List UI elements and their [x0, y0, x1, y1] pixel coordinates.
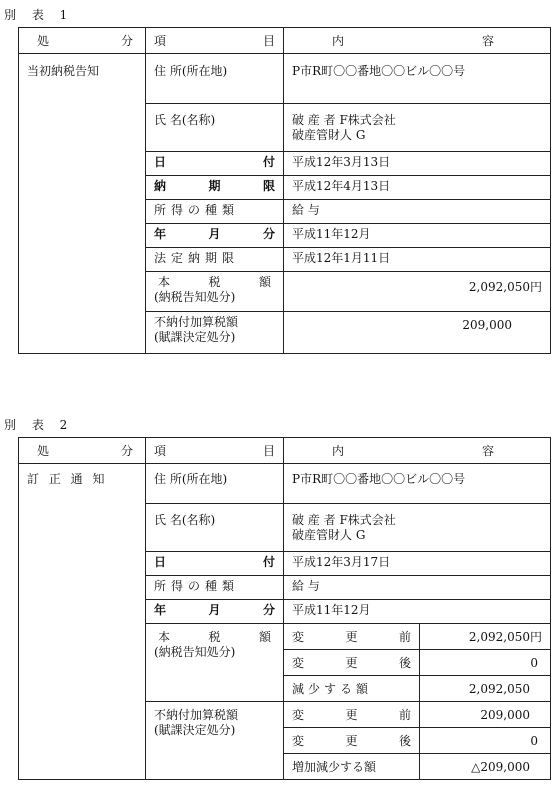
value-income-type: 給 与 [284, 576, 551, 600]
value-name: 破 産 者 F株式会社 破産管財人 G [284, 104, 551, 152]
sublabel-decrease: 減少する額 [284, 676, 420, 702]
table1-header-row [19, 28, 551, 54]
label-principal-tax: 本 税 額 (納税告知処分) [146, 272, 284, 312]
value-deadline: 平成12年4月13日 [284, 176, 551, 200]
label-date: 日 付 [146, 552, 284, 576]
label-date: 日 付 [146, 152, 284, 176]
table1 [18, 27, 551, 354]
value-address: P市R町〇〇番地〇〇ビル〇〇号 [284, 464, 551, 504]
sublabel-after: 変 更 後 [284, 728, 420, 754]
label-name: 氏 名(名称) [146, 504, 284, 552]
label-year-month: 年 月 分 [146, 600, 284, 624]
header-item: 項 目 [146, 438, 284, 464]
table2-header-row [19, 438, 551, 464]
sublabel-after: 変 更 後 [284, 650, 420, 676]
value-principal-before: 2,092,050円 [420, 624, 551, 650]
label-deadline: 納 期 限 [146, 176, 284, 200]
value-date: 平成12年3月17日 [284, 552, 551, 576]
sublabel-before: 変 更 前 [284, 624, 420, 650]
label-principal-tax: 本 税 額 (納税告知処分) [146, 624, 284, 702]
value-date: 平成12年3月13日 [284, 152, 551, 176]
header-disposition: 処 分 [19, 28, 146, 54]
value-year-month: 平成11年12月 [284, 600, 551, 624]
label-legal-deadline: 法定納期限 [146, 248, 284, 272]
label-penalty-tax: 不納付加算税額 (賦課決定処分) [146, 702, 284, 780]
header-content: 内 容 [284, 28, 551, 54]
label-year-month: 年 月 分 [146, 224, 284, 248]
value-legal-deadline: 平成12年1月11日 [284, 248, 551, 272]
header-content: 内 容 [284, 438, 551, 464]
table2 [18, 437, 551, 780]
table1-caption: 別 表 1 [4, 8, 74, 22]
header-item: 項 目 [146, 28, 284, 54]
label-name: 氏 名(名称) [146, 104, 284, 152]
value-income-type: 給 与 [284, 200, 551, 224]
label-penalty-tax: 不納付加算税額 (賦課決定処分) [146, 312, 284, 354]
value-address: P市R町〇〇番地〇〇ビル〇〇号 [284, 54, 551, 104]
table-row [19, 464, 551, 504]
label-income-type: 所得の種類 [146, 200, 284, 224]
value-penalty-tax: 209,000 [284, 312, 551, 354]
label-address: 住 所(所在地) [146, 54, 284, 104]
value-penalty-before: 209,000 [420, 702, 551, 728]
value-penalty-after: 0 [420, 728, 551, 754]
table2-caption: 別 表 2 [4, 418, 74, 432]
value-principal-tax: 2,092,050円 [284, 272, 551, 312]
disposition-cell: 当初納税告知 [19, 54, 146, 354]
disposition-cell: 訂 正 通 知 [19, 464, 146, 780]
value-year-month: 平成11年12月 [284, 224, 551, 248]
header-disposition: 処 分 [19, 438, 146, 464]
sublabel-increase-decrease: 増加減少する額 [284, 754, 420, 780]
sublabel-before: 変 更 前 [284, 702, 420, 728]
label-address: 住 所(所在地) [146, 464, 284, 504]
table-row [19, 54, 551, 104]
value-name: 破 産 者 F株式会社 破産管財人 G [284, 504, 551, 552]
value-penalty-change: △209,000 [420, 754, 551, 780]
value-principal-decrease: 2,092,050 [420, 676, 551, 702]
value-principal-after: 0 [420, 650, 551, 676]
label-income-type: 所得の種類 [146, 576, 284, 600]
